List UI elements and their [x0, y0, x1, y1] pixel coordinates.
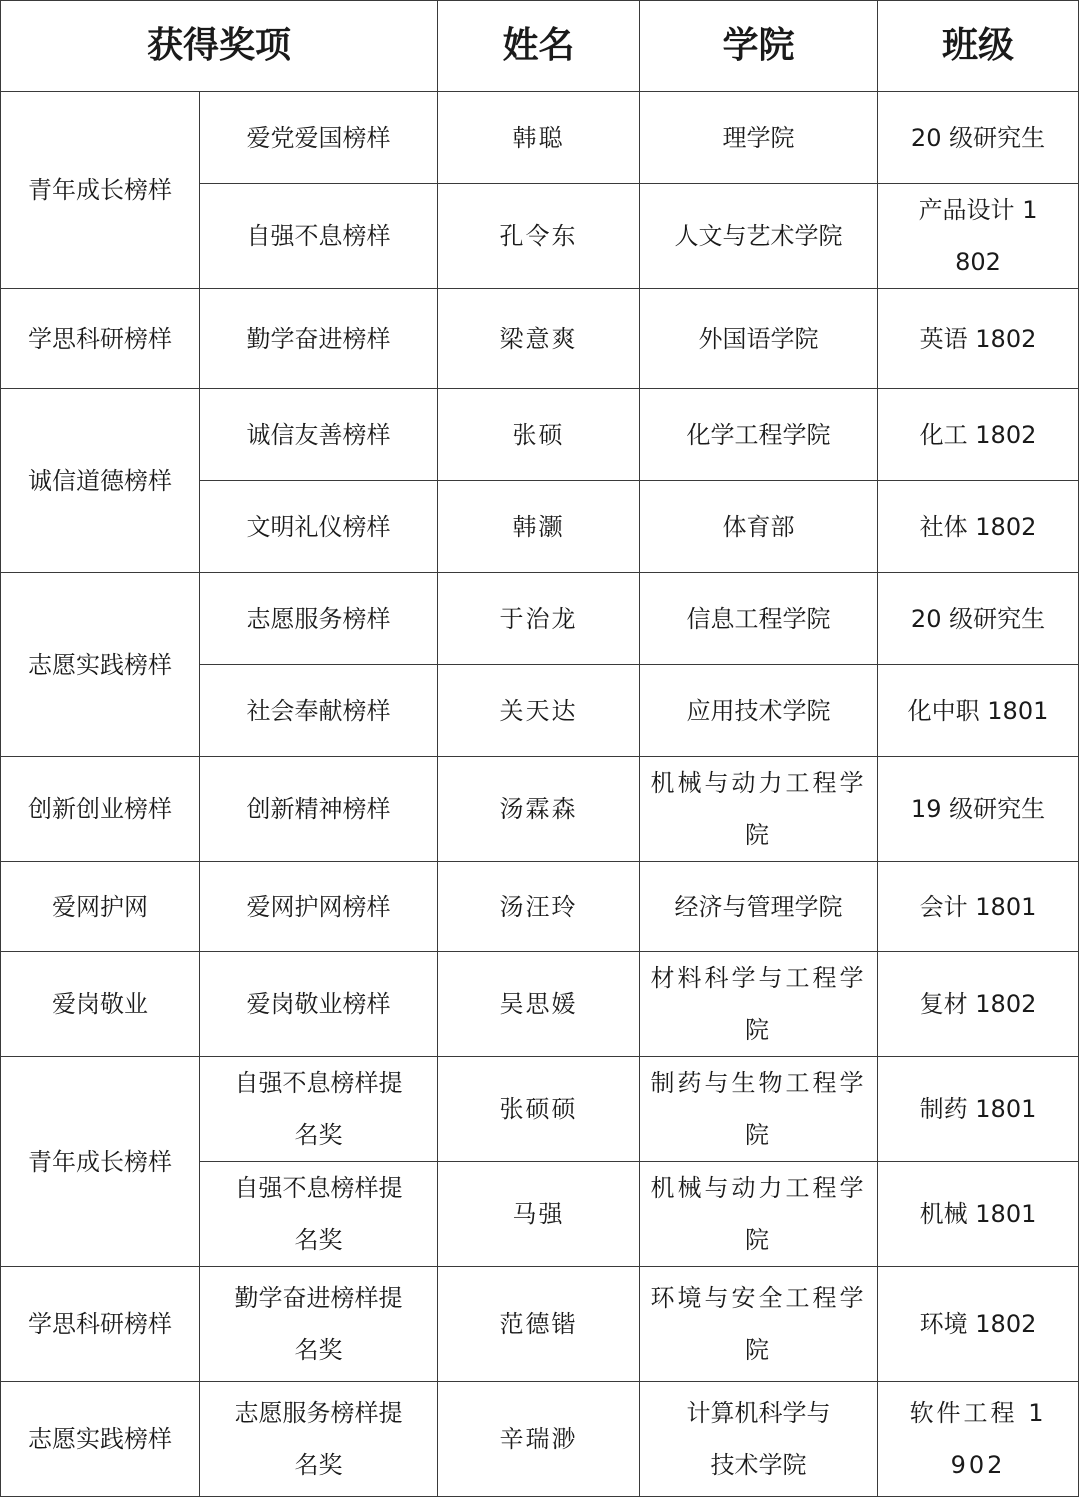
award-cell: 文明礼仪榜样 [200, 481, 438, 573]
category-cell: 青年成长榜样 [1, 92, 200, 289]
name-header: 姓名 [438, 1, 640, 92]
college-cell: 计算机科学与技术学院 [640, 1382, 878, 1497]
name-cell: 韩聪 [438, 92, 640, 184]
college-cell: 制药与生物工程学院 [640, 1057, 878, 1162]
award-cell: 勤学奋进榜样 [200, 289, 438, 389]
college-header: 学院 [640, 1, 878, 92]
award-cell: 自强不息榜样提名奖 [200, 1162, 438, 1267]
category-cell: 青年成长榜样 [1, 1057, 200, 1267]
award-cell: 自强不息榜样 [200, 184, 438, 289]
table-row [1, 1057, 1079, 1162]
college-cell: 机械与动力工程学院 [640, 757, 878, 862]
class-cell: 19 级研究生 [878, 757, 1079, 862]
name-cell: 张硕硕 [438, 1057, 640, 1162]
class-cell: 制药 1801 [878, 1057, 1079, 1162]
award-cell: 爱岗敬业榜样 [200, 952, 438, 1057]
award-cell: 志愿服务榜样 [200, 573, 438, 665]
name-cell: 辛瑞渺 [438, 1382, 640, 1497]
name-cell: 范德锴 [438, 1267, 640, 1382]
category-cell: 志愿实践榜样 [1, 573, 200, 757]
category-cell: 诚信道德榜样 [1, 389, 200, 573]
award-cell: 社会奉献榜样 [200, 665, 438, 757]
name-cell: 马强 [438, 1162, 640, 1267]
name-cell: 于治龙 [438, 573, 640, 665]
class-cell: 机械 1801 [878, 1162, 1079, 1267]
category-cell: 爱岗敬业 [1, 952, 200, 1057]
table-row [1, 573, 1079, 665]
award-cell: 诚信友善榜样 [200, 389, 438, 481]
class-cell: 环境 1802 [878, 1267, 1079, 1382]
class-cell: 软件工程 1902 [878, 1382, 1079, 1497]
award-cell: 勤学奋进榜样提名奖 [200, 1267, 438, 1382]
college-cell: 机械与动力工程学院 [640, 1162, 878, 1267]
award-cell: 爱网护网榜样 [200, 862, 438, 952]
class-cell: 20 级研究生 [878, 92, 1079, 184]
category-cell: 学思科研榜样 [1, 1267, 200, 1382]
award-header: 获得奖项 [1, 1, 438, 92]
header-row [1, 1, 1079, 92]
class-cell: 社体 1802 [878, 481, 1079, 573]
name-cell: 梁意爽 [438, 289, 640, 389]
name-cell: 汤霖森 [438, 757, 640, 862]
table-row [1, 862, 1079, 952]
college-cell: 外国语学院 [640, 289, 878, 389]
award-cell: 爱党爱国榜样 [200, 92, 438, 184]
name-cell: 吴思媛 [438, 952, 640, 1057]
table-row [1, 1382, 1079, 1497]
name-cell: 韩灏 [438, 481, 640, 573]
table-row [1, 289, 1079, 389]
college-cell: 经济与管理学院 [640, 862, 878, 952]
award-cell: 志愿服务榜样提名奖 [200, 1382, 438, 1497]
category-cell: 爱网护网 [1, 862, 200, 952]
category-cell: 志愿实践榜样 [1, 1382, 200, 1497]
college-cell: 信息工程学院 [640, 573, 878, 665]
name-cell: 汤汪玲 [438, 862, 640, 952]
table-row [1, 389, 1079, 481]
college-cell: 材料科学与工程学院 [640, 952, 878, 1057]
name-cell: 关天达 [438, 665, 640, 757]
college-cell: 应用技术学院 [640, 665, 878, 757]
table-row [1, 757, 1079, 862]
class-cell: 英语 1802 [878, 289, 1079, 389]
college-cell: 体育部 [640, 481, 878, 573]
table-row [1, 1267, 1079, 1382]
college-cell: 理学院 [640, 92, 878, 184]
college-cell: 环境与安全工程学院 [640, 1267, 878, 1382]
category-cell: 创新创业榜样 [1, 757, 200, 862]
class-cell: 化中职 1801 [878, 665, 1079, 757]
college-cell: 人文与艺术学院 [640, 184, 878, 289]
class-cell: 产品设计 1802 [878, 184, 1079, 289]
class-cell: 化工 1802 [878, 389, 1079, 481]
college-cell: 化学工程学院 [640, 389, 878, 481]
award-cell: 创新精神榜样 [200, 757, 438, 862]
class-header: 班级 [878, 1, 1079, 92]
category-cell: 学思科研榜样 [1, 289, 200, 389]
class-cell: 20 级研究生 [878, 573, 1079, 665]
class-cell: 复材 1802 [878, 952, 1079, 1057]
award-cell: 自强不息榜样提名奖 [200, 1057, 438, 1162]
class-cell: 会计 1801 [878, 862, 1079, 952]
table-row [1, 92, 1079, 184]
table-row [1, 952, 1079, 1057]
name-cell: 孔令东 [438, 184, 640, 289]
name-cell: 张硕 [438, 389, 640, 481]
